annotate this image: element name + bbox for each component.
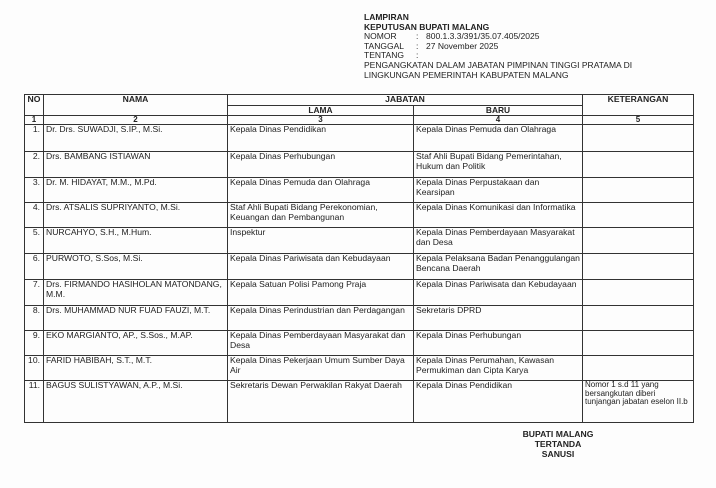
col-number-5: 5 (583, 116, 694, 125)
table-row (25, 203, 694, 228)
row-nama: EKO MARGIANTO, AP., S.Sos., M.AP. (44, 331, 228, 356)
header-lama: LAMA (228, 105, 414, 116)
nomor-colon: : (416, 31, 419, 42)
row-lama: Kepala Satuan Polisi Pamong Praja (228, 280, 414, 306)
row-baru: Kepala Dinas Perhubungan (414, 331, 583, 356)
tanggal-label: TANGGAL (364, 40, 404, 51)
row-lama: Kepala Dinas Pemuda dan Olahraga (228, 178, 414, 203)
table-row (25, 280, 694, 306)
row-baru: Staf Ahli Bupati Bidang Pemerintahan, Hukum dan Politik (414, 152, 583, 178)
row-lama: Staf Ahli Bupati Bidang Perekonomian, Keuangan dan Pembangunan (228, 203, 414, 228)
row-lama: Kepala Dinas Pariwisata dan Kebudayaan (228, 254, 414, 280)
row-lama: Kepala Dinas Perhubungan (228, 152, 414, 178)
row-keterangan (583, 280, 694, 306)
row-no: 8. (25, 306, 44, 331)
row-lama: Kepala Dinas Perindustrian dan Perdagangan (228, 306, 414, 331)
signature-title: BUPATI MALANG (522, 429, 594, 439)
row-nama: FARID HABIBAH, S.T., M.T. (44, 356, 228, 381)
row-nama: Drs. FIRMANDO HASIHOLAN MATONDANG, M.M. (44, 280, 228, 306)
row-nama: PURWOTO, S.Sos, M.Si. (44, 254, 228, 280)
row-keterangan (583, 356, 694, 381)
row-lama: Inspektur (228, 228, 414, 254)
col-number-3: 3 (228, 116, 414, 125)
table-row (25, 152, 694, 178)
row-baru: Sekretaris DPRD (414, 306, 583, 331)
tentang-line-1: PENGANGKATAN DALAM JABATAN PIMPINAN TINGGI PRATAMA DI (364, 59, 633, 70)
tanggal-colon: : (416, 40, 419, 51)
header-keterangan: KETERANGAN (583, 95, 694, 116)
table-row (25, 381, 694, 423)
table-row (25, 306, 694, 331)
nomor-value: 800.1.3.3/391/35.07.405/2025 (426, 31, 540, 42)
row-no: 4. (25, 203, 44, 228)
row-no: 3. (25, 178, 44, 203)
nomor-row (364, 32, 632, 42)
col-number-4: 4 (414, 116, 583, 125)
signature-tertanda: TERTANDA (534, 439, 582, 449)
row-no: 7. (25, 280, 44, 306)
row-baru: Kepala Pelaksana Badan Penanggulangan Bencana Daerah (414, 254, 583, 280)
row-nama: Dr. Drs. SUWADJI, S.IP., M.Si. (44, 125, 228, 152)
row-no: 2. (25, 152, 44, 178)
row-no: 10. (25, 356, 44, 381)
col-number-1: 1 (25, 116, 44, 125)
row-no: 11. (25, 381, 44, 423)
row-keterangan (583, 306, 694, 331)
row-baru: Kepala Dinas Pemberdayaan Masyarakat dan Desa (414, 228, 583, 254)
document-header (364, 13, 632, 80)
signature-block (512, 429, 604, 459)
row-nama: BAGUS SULISTYAWAN, A.P., M.Si. (44, 381, 228, 423)
row-lama: Kepala Dinas Pendidikan (228, 125, 414, 152)
row-lama: Sekretaris Dewan Perwakilan Rakyat Daerah (228, 381, 414, 423)
col-number-2: 2 (44, 116, 228, 125)
table-row (25, 356, 694, 381)
tentang-line-2: LINGKUNGAN PEMERINTAH KABUPATEN MALANG (364, 69, 569, 80)
tanggal-row (364, 42, 632, 52)
row-baru: Kepala Dinas Perumahan, Kawasan Permukiman dan Cipta Karya (414, 356, 583, 381)
lampiran-label: LAMPIRAN (364, 12, 409, 22)
tanggal-value: 27 November 2025 (426, 40, 499, 51)
row-keterangan (583, 152, 694, 178)
row-keterangan (583, 203, 694, 228)
jabatan-table (24, 94, 694, 423)
row-baru: Kepala Dinas Pariwisata dan Kebudayaan (414, 280, 583, 306)
row-nama: Drs. MUHAMMAD NUR FUAD FAUZI, M.T. (44, 306, 228, 331)
row-nama: Dr. M. HIDAYAT, M.M., M.Pd. (44, 178, 228, 203)
row-no: 6. (25, 254, 44, 280)
row-baru: Kepala Dinas Komunikasi dan Informatika (414, 203, 583, 228)
row-nama: Drs. ATSALIS SUPRIYANTO, M.Si. (44, 203, 228, 228)
header-jabatan: JABATAN (228, 95, 583, 106)
header-baru: BARU (414, 105, 583, 116)
tentang-label: TENTANG (364, 50, 404, 61)
row-no: 5. (25, 228, 44, 254)
row-no: 1. (25, 125, 44, 152)
table-row (25, 178, 694, 203)
keputusan-title: KEPUTUSAN BUPATI MALANG (364, 21, 490, 32)
row-baru: Kepala Dinas Pendidikan (414, 381, 583, 423)
row-keterangan (583, 254, 694, 280)
row-baru: Kepala Dinas Perpustakaan dan Kearsipan (414, 178, 583, 203)
row-keterangan (583, 331, 694, 356)
table-row (25, 228, 694, 254)
row-keterangan: Nomor 1 s.d 11 yang bersangkutan diberi tunjangan jabatan eselon II.b (583, 381, 694, 423)
nomor-label: NOMOR (364, 31, 397, 42)
table-row (25, 254, 694, 280)
row-lama: Kepala Dinas Pekerjaan Umum Sumber Daya Air (228, 356, 414, 381)
table-row (25, 125, 694, 152)
header-no: NO (25, 95, 44, 116)
row-nama: Drs. BAMBANG ISTIAWAN (44, 152, 228, 178)
row-lama: Kepala Dinas Pemberdayaan Masyarakat dan Desa (228, 331, 414, 356)
row-no: 9. (25, 331, 44, 356)
row-keterangan (583, 125, 694, 152)
row-keterangan (583, 178, 694, 203)
signature-name: SANUSI (541, 449, 575, 459)
row-keterangan (583, 228, 694, 254)
row-baru: Kepala Dinas Pemuda dan Olahraga (414, 125, 583, 152)
table-row (25, 331, 694, 356)
row-nama: NURCAHYO, S.H., M.Hum. (44, 228, 228, 254)
tentang-colon: : (416, 50, 419, 61)
header-nama: NAMA (44, 95, 228, 116)
